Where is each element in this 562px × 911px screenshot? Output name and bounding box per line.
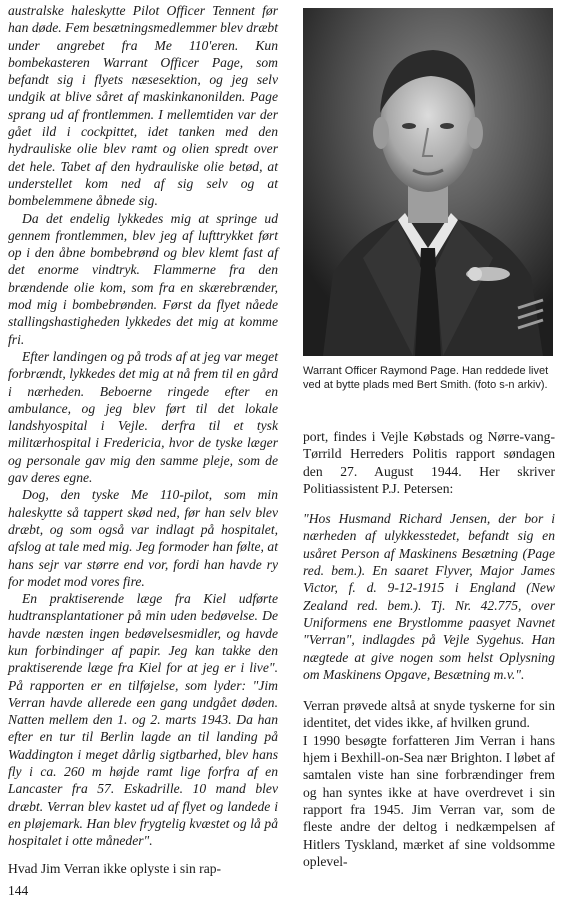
left-paragraph-5: En praktiserende læge fra Kiel udførte hudtransplantationer på min uden bedøvelse. De havde næsten ingen bedøvelsesmidler, og havde kun forbindinger af papir. Jeg kan takke den praktiserende læge fra Kiel for at jeg er i live". På rapporten er en tilføjelse, som lyder: "Jim Verran havde allerede een gang undgået døden. Natten mellem den 1. og 2. marts 1943. Da han efter en tur til Berlin lagde an til landing på Waddington i meget dårlig sigtbarhed, blev hans fly i ca. 260 m højde ramt lige forfra af en Lancaster fra 57. Eskadrille. 10 mand blev dræbt. Verran blev kastet ud af flyet og landede i en pløjemark. Han blev frygtelig kvæstet og lå på hospitalet i otte måneder". [8, 591, 278, 849]
portrait-illustration [303, 8, 553, 356]
left-closing-line: Hvad Jim Verran ikke oplyste i sin rap- [8, 860, 222, 876]
right-column [303, 428, 555, 870]
right-paragraph-1: port, findes i Vejle Købstads og Nørre-vang-Tørrild Herreders Politis rapport søndagen den 27. August 1944. Her skriver Politiassistent P.J. Petersen: [303, 429, 555, 496]
portrait-photo [303, 8, 553, 356]
photo-block [303, 8, 555, 392]
left-paragraph-2: Da det endelig lykkedes mig at springe ud gennem frontlemmen, blev jeg af lufttrykket ført op i den åbne bombebrønd og blev klemt fast af det enorme vindtryk. Flammerne fra den brændende olie kom, som fra en skærebrænder, mod mig i bombebrønden. Først da flyet nåede stallingshastigheden lykkedes det mig at komme fri. [8, 210, 278, 347]
left-column [8, 2, 278, 877]
police-report-quote: "Hos Husmand Richard Jensen, der bor i nærheden af ulykkesstedet, befandt sig en usåret Person af Maskinens Besætning (Page red. bem.). En saaret Flyver, Major James Victor, f. d. 9-12-1915 i England (New Zealand red. bem.). Tj. Nr. 42.775, over Uniformens ene Brystlomme paasyet Navnet "Verran", indlagdes på Vejle Sygehus. Han nægtede at give nogen som helst Oplysning om Maskinens Opgave, Besætning m.v.". [303, 511, 555, 682]
left-paragraph-3: Efter landingen og på trods af at jeg var meget forbrændt, lykkedes det mig at nå frem til en gård i nærheden. Beboerne ringede efter en ambulance, og jeg blev ført til det lokale landshyospital i Vejle. derfra til et tysk militærhospital i Fredericia, hvor de tyske læger og personale gav mig den samme pleje, som de gav deres egne. [8, 348, 278, 486]
page-number: 144 [8, 883, 29, 898]
right-paragraph-2: Verran prøvede altså at snyde tyskerne for sin identitet, det vides ikke, af hvilken grund. [303, 698, 555, 731]
photo-caption: Warrant Officer Raymond Page. Han reddede livet ved at bytte plads med Bert Smith. (foto s-n arkiv). [303, 365, 549, 391]
left-paragraph-1: australske haleskytte Pilot Officer Tennent før han døde. Fem besætningsmedlemmer blev dræbt under angrebet fra Me 110'eren. Kun bombekasteren Warrant Officer Page, som befandt sig i flyets næsesektion, og jeg selv undgik at blive såret af maskinkanonilden. Page sprang ud af frontlemmen. I mellemtiden var der gået ild i cockpittet, idet tanken med den hydrauliske olie blev ramt og olien spredt over det hele. Tabet af den hydrauliske olie betød, at understellet kom ned af sig selv og at bombelemmene åbnede sig. [8, 3, 278, 209]
left-paragraph-4: Dog, den tyske Me 110-pilot, som min haleskytte så tappert skød ned, før han selv blev dræbt, og som også var indlagt på hospitalet, afslog at tale med mig. Jeg formoder han følte, at hans sejr var større end vor, fordi han havde ry for modet mod vores fire. [8, 487, 278, 589]
right-paragraph-3: I 1990 besøgte forfatteren Jim Verran i hans hjem i Bexhill-on-Sea nær Brighton. I løbet af samtalen viste han sine forbrændinger frem og han syntes ikke at have overdrevet i sin rapport fra 1945. Jim Verran var, som de fleste andre der deltog i nedkæmpelsen af Hitlers Tyskland, mærket af sine voldsomme oplevel- [303, 732, 555, 869]
